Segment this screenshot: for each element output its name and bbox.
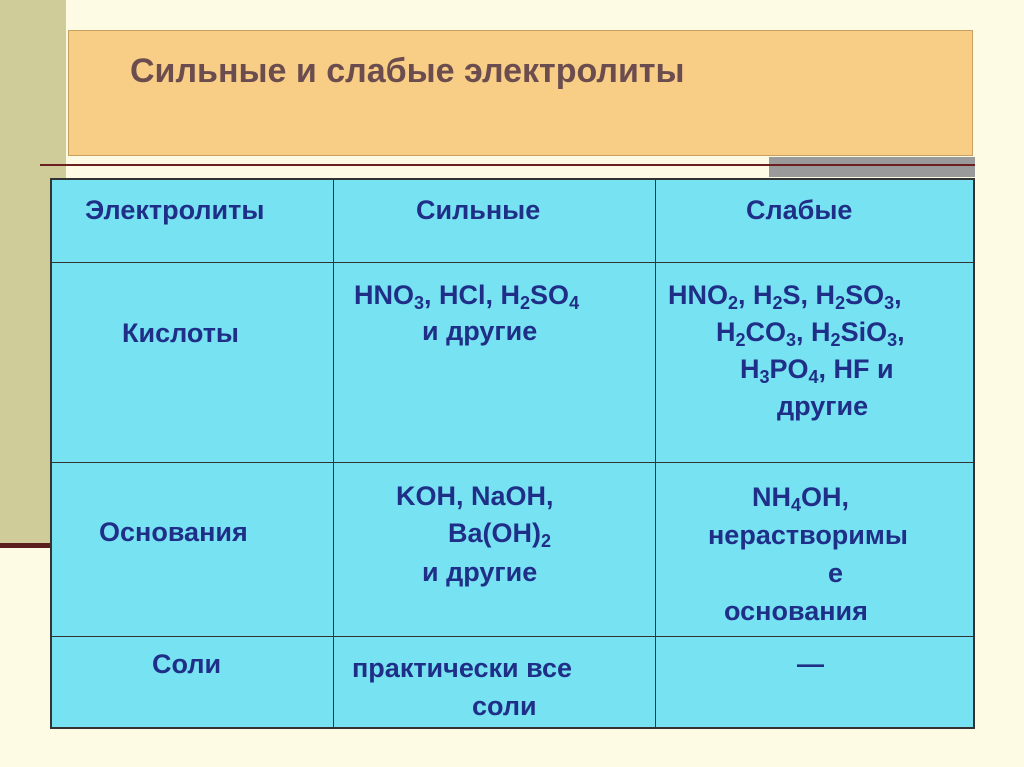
bases-weak-line3: е	[828, 558, 844, 588]
slide-title: Сильные и слабые электролиты	[130, 52, 685, 90]
header-strong: Сильные	[416, 195, 541, 225]
acids-weak-line4: другие	[777, 391, 869, 421]
bases-strong-line2: $Ba(OH)_2$	[448, 518, 552, 551]
header-weak: Слабые	[746, 195, 853, 225]
divider-line	[40, 164, 975, 166]
title-box	[68, 30, 973, 156]
salts-strong-line2: соли	[472, 691, 537, 721]
acids-weak-line2: $H_2CO_3$, $H_2SiO_3$,	[716, 317, 905, 350]
bases-weak-line1: $NH_4OH$,	[752, 482, 850, 515]
salts-strong-line1: практически все	[352, 653, 573, 683]
bases-weak-line2: нерастворимы	[708, 520, 908, 550]
bases-strong-line3: и другие	[422, 557, 538, 587]
acids-weak-line1: $HNO_2$, $H_2S$, $H_2SO_3$,	[668, 280, 902, 313]
divider-gray-block	[769, 157, 975, 177]
left-decor-line	[0, 543, 50, 548]
row-divider-1	[52, 262, 973, 263]
row-salts-label: Соли	[152, 649, 222, 679]
bases-strong-line1: KOH, NaOH,	[396, 481, 554, 511]
row-divider-3	[52, 636, 973, 637]
salts-weak-dash: —	[797, 649, 824, 679]
electrolytes-table	[50, 178, 975, 729]
acids-strong-suffix: и другие	[422, 316, 538, 346]
row-bases-label: Основания	[99, 517, 248, 547]
bases-weak-line4: основания	[724, 596, 868, 626]
header-electrolytes: Электролиты	[85, 195, 265, 225]
row-divider-2	[52, 462, 973, 463]
row-acids-label: Кислоты	[122, 318, 239, 348]
acids-strong-formula: $HNO_3$, HCl, $H_2SO_4$	[354, 280, 580, 313]
acids-weak-line3: $H_3PO_4$, HF и	[740, 354, 894, 387]
